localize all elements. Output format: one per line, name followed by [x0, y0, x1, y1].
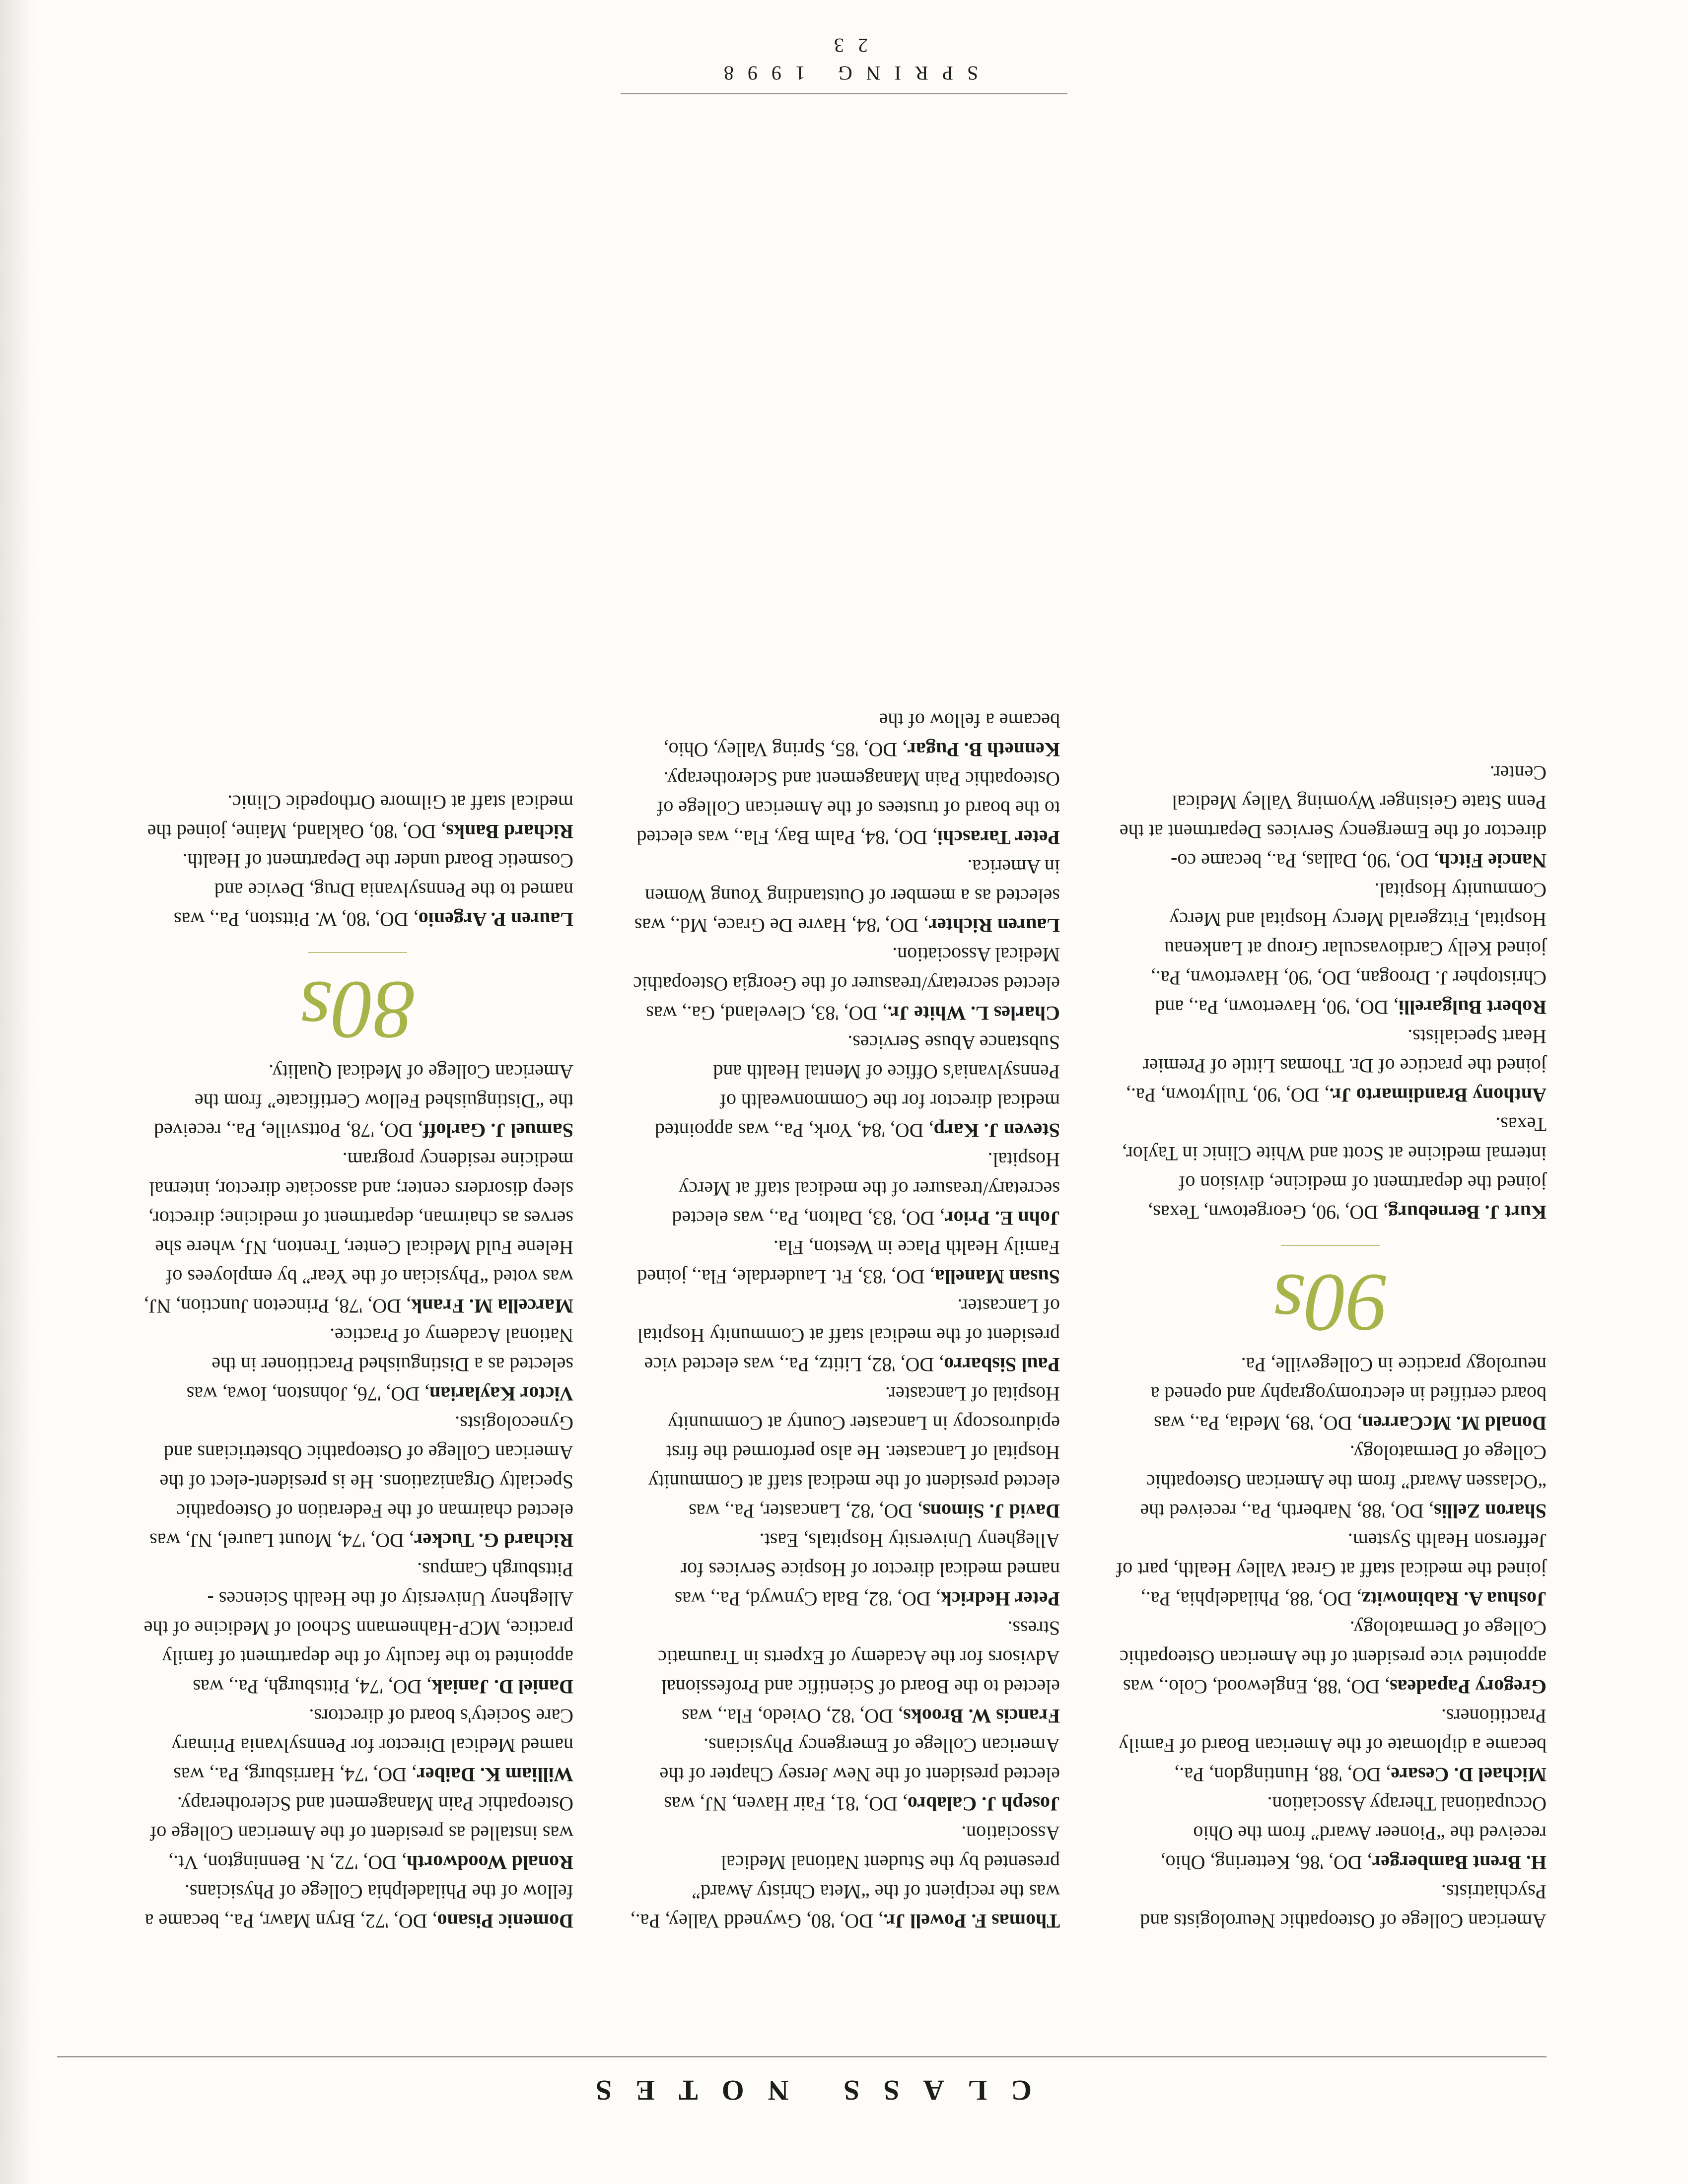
alumnus-name: Gregory Papadeas [1390, 1676, 1547, 1698]
alumnus-name: John E. Prior [944, 1207, 1060, 1229]
class-note [1115, 1789, 1547, 1877]
column-3 [141, 788, 573, 1936]
note-text: , DO, '78, Pottsville, Pa., received the “Distinguished Fellow Certificate” from the American College of Medical Quality. [154, 1061, 573, 1142]
class-note [628, 852, 1060, 940]
class-note [628, 1379, 1060, 1526]
alumnus-name: Anthony Brandimarto Jr. [1329, 1084, 1547, 1106]
note-text: , DO, '90, Tullytown, Pa., joined the practice of Dr. Thomas Little of Premier Heart Specialists. [1126, 1025, 1547, 1106]
class-note [141, 1789, 573, 1877]
class-note [141, 1145, 573, 1321]
alumnus-name: Peter Hedrick [940, 1588, 1060, 1610]
note-text: , DO, '84, Palm Bay, Fla., was elected to the board of trustees of the American College of Osteopathic Pain Management and Sclerotherapy. [636, 768, 1060, 849]
class-note [628, 1614, 1060, 1731]
notes-list [141, 788, 573, 934]
alumnus-name: Daniel D. Janiak [431, 1676, 573, 1698]
alumnus-name: Marcella M. Frank [411, 1295, 573, 1317]
class-note [1115, 1022, 1547, 1110]
notes-list [628, 706, 1060, 1936]
alumnus-name: Steven J. Karp [933, 1119, 1060, 1142]
alumnus-name: William K. Daiber [417, 1764, 573, 1786]
class-note [628, 1292, 1060, 1379]
note-text: , DO, '90, Georgetown, Texas, joined the department of medicine, division of internal medicine at Scott and White Clinic in Taylor, Texas. [1122, 1113, 1547, 1224]
note-text: , DO, '82, Lancaster, Pa., was elected president of the medical staff at Community Hospital of Lancaster. He also performed the first epiduroscopy in Lancaster County at Community Hospital of Lancaster. [648, 1383, 1060, 1522]
class-note [1115, 758, 1547, 876]
alumnus-name: Donald M. McCarren [1362, 1412, 1547, 1434]
class-note [1115, 1614, 1547, 1702]
note-text: , DO, '78, Princeton Junction, NJ, was voted “Physician of the Year” by employees of Helene Fuld Medical Center, Trenton, NJ, where she serves as chairman, department of medicine; director, sleep disorders center; and associate director, internal medicine residency program. [143, 1149, 573, 1317]
note-text: , DO, '82, Bala Cynwyd, Pa., was named medical director of Hospice Services for Allegheny University Hospitals, East. [674, 1529, 1060, 1610]
note-text: , DO, '72, Bryn Mawr, Pa., became a fellow of the Philadelphia College of Physicians. [144, 1881, 573, 1932]
alumnus-name: Thomas F. Powell Jr. [883, 1910, 1060, 1932]
class-note [141, 846, 573, 934]
class-note [1115, 1877, 1547, 1936]
note-text: , DO, '89, Media, Pa., was board certified in electromyography and opened a neurology practice in Collegeville, Pa. [1150, 1354, 1547, 1434]
note-text: , DO, '76, Johnston, Iowa, was selected as a Distinguished Practitioner in the National Academy of Practice. [186, 1324, 573, 1405]
class-note [1115, 1350, 1547, 1438]
page-footer [621, 12, 1067, 87]
alumnus-name: Francis W. Brooks [903, 1705, 1060, 1727]
note-text: , DO, '80, Oakland, Maine, joined the medical staff at Gilmore Orthopedic Clinic. [147, 791, 573, 843]
class-note [141, 1877, 573, 1936]
alumnus-name: Ronald Woodworth [406, 1851, 573, 1874]
class-note [141, 788, 573, 846]
alumnus-name: Richard G. Tucker [414, 1529, 573, 1552]
class-note [1115, 876, 1547, 1022]
note-text: American College of Osteopathic Neurologists and Psychiatrists. [1140, 1881, 1547, 1932]
class-note [1115, 1438, 1547, 1526]
alumnus-name: Lauren P. Argenio [418, 908, 573, 931]
alumnus-name: Sharon Zellis [1433, 1500, 1547, 1522]
note-text: , DO, '84, Havre De Grace, Md., was selected as a member of Outstanding Young Women in America. [634, 856, 1060, 937]
alumnus-name: Richard Banks [446, 820, 573, 843]
alumnus-name: Michael D. Cesare [1391, 1764, 1547, 1786]
note-text: , DO, '86, Kettering, Ohio, received the “Pioneer Award” from the Ohio Occupational Therapy Association. [1160, 1793, 1547, 1874]
alumnus-name: Paul Sisbarro [944, 1354, 1060, 1376]
alumnus-name: H. Brent Bamberger [1372, 1851, 1547, 1874]
alumnus-name: Nancie Fitch [1439, 850, 1547, 872]
note-text: , DO, '88, Huntingdon, Pa., became a diplomate of the American Board of Family Practitioners. [1119, 1705, 1547, 1786]
note-text: , DO, '83, Dalton, Pa., was elected secretary/treasurer of the medical staff at Mercy Hospital. [672, 1149, 1060, 1229]
header-divider [57, 2056, 1547, 2057]
issue-date: SPRING 1998 [709, 62, 979, 84]
notes-list [141, 1057, 573, 1936]
alumnus-name: Kenneth B. Pugar [907, 739, 1060, 761]
alumnus-name: Kurt J. Berneburg [1388, 1201, 1547, 1224]
note-text: , DO, '74, Harrisburg, Pa., was named Medical Director for Pennsylvania Primary Care Society's board of directors. [171, 1705, 573, 1786]
note-text: , DO, '80, W. Pittston, Pa., was named to the Pennsylvania Drug, Device and Cosmetic Board under the Department of Health. [173, 850, 573, 931]
decade-heading: 90s [1272, 1257, 1389, 1349]
decade-heading: 80s [299, 964, 416, 1056]
column-1 [1115, 758, 1547, 1936]
note-text: , DO, '90, Dallas, Pa., became co-director of the Emergency Services Department at the Penn State Geisinger Wyoming Valley Medical Center. [1119, 762, 1547, 872]
note-text: , DO, '90, Havertown, Pa., and Christopher J. Droogan, DO, '90, Havertown, Pa., joined Kelly Cardiovascular Group at Lankenau Hospital, Fitzgerald Mercy Hospital and Mercy Community Hospital. [1150, 879, 1547, 1019]
class-note [628, 1145, 1060, 1233]
class-note [141, 1409, 573, 1555]
class-note [1115, 1702, 1547, 1789]
alumnus-name: Victor Kaylarian [429, 1383, 573, 1405]
class-note [628, 764, 1060, 852]
note-text: , DO, '83, Ft. Lauderdale, Fla., joined Family Health Place in Weston, Fla. [637, 1236, 1060, 1288]
class-note [628, 1819, 1060, 1936]
alumnus-name: Susan Manella [934, 1266, 1060, 1288]
class-note [141, 1555, 573, 1702]
note-text: , DO, '82, Oviedo, Fla., was elected to the Board of Scientific and Professional Advisors for the Academy of Experts in Traumatic Stress. [658, 1617, 1060, 1727]
column-2 [628, 706, 1060, 1936]
note-text: , DO, '85, Spring Valley, Ohio, became a fellow of the [663, 709, 1060, 761]
note-text: , DO, '88, Englewood, Colo., was appointed vice president of the American Osteopathic College of Dermatology. [1120, 1617, 1547, 1698]
class-note [628, 940, 1060, 1028]
alumnus-name: Joshua A. Rabinowitz [1361, 1588, 1547, 1610]
class-note [628, 1731, 1060, 1819]
class-note [1115, 1110, 1547, 1227]
alumnus-name: Robert Bulgarelli [1398, 996, 1547, 1019]
page-edge-shadow [0, 0, 35, 2184]
alumnus-name: Joseph J. Calabro [907, 1793, 1060, 1815]
class-note [628, 1526, 1060, 1614]
note-text: , DO, '80, Gwynedd Valley, Pa., was the recipient of the “Meta Christy Award” presented by the Student National Medical Association. [630, 1822, 1060, 1932]
note-text: , DO, '74, Pittsburgh, Pa., was appointed to the faculty of the department of family practice, MCP-Hahnemann School of Medicine of the Allegheny University of the Health Sciences - Pittsburgh Campus. [143, 1559, 573, 1698]
alumnus-name: David J. Simons [922, 1500, 1060, 1522]
class-note [628, 706, 1060, 764]
class-note [628, 1028, 1060, 1145]
alumnus-name: Charles L. White Jr. [887, 1002, 1060, 1024]
alumnus-name: Lauren Richter [928, 914, 1060, 937]
notes-list [1115, 758, 1547, 1227]
note-text: , DO, '72, N. Bennington, Vt., was installed as president of the American College of Osteopathic Pain Management and Sclerotherapy. [149, 1793, 573, 1874]
page-number: 23 [820, 34, 868, 57]
class-note [1115, 1526, 1547, 1614]
section-header: CLASS NOTES [571, 2074, 1032, 2107]
notes-list [1115, 1350, 1547, 1936]
alumnus-name: Domenic Pisano [437, 1910, 573, 1932]
note-text: , DO, '83, Cleveland, Ga., was elected secretary/treasurer of the Georgia Osteopathic Medical Association. [633, 944, 1060, 1024]
alumnus-name: Samuel J. Garloff [422, 1119, 573, 1142]
class-note [141, 1057, 573, 1145]
decade-divider [1281, 1245, 1380, 1246]
footer-divider [621, 93, 1067, 94]
decade-divider [308, 952, 407, 953]
alumnus-name: Peter Taraschi [937, 826, 1060, 849]
note-text: , DO, '82, Lititz, Pa., was elected vice president of the medical staff at Community Hospital of Lancaster. [637, 1295, 1060, 1376]
note-text: , DO, '74, Mount Laurel, NJ, was elected chairman of the Federation of Osteopathic Specialty Organizations. He is president-elect of the American College of Osteopathic Obstetricians and Gynecologists. [149, 1412, 573, 1552]
note-text: , DO, '88, Narberth, Pa., received the “Oclassen Award” from the American Osteopathic College of Dermatology. [1140, 1441, 1547, 1522]
class-note [141, 1321, 573, 1409]
note-text: , DO, '88, Philadelphia, Pa., joined the medical staff at Great Valley Health, part of Jefferson Health System. [1116, 1529, 1547, 1610]
class-note [628, 1233, 1060, 1292]
class-note [141, 1702, 573, 1789]
note-text: , DO, '84, York, Pa., was appointed medical director for the Commonwealth of Pennsylvania's Office of Mental Health and Substance Abuse Services. [654, 1031, 1060, 1142]
note-text: , DO, '81, Fair Haven, NJ, was elected president of the New Jersey Chapter of the American College of Emergency Physicians. [659, 1734, 1060, 1815]
